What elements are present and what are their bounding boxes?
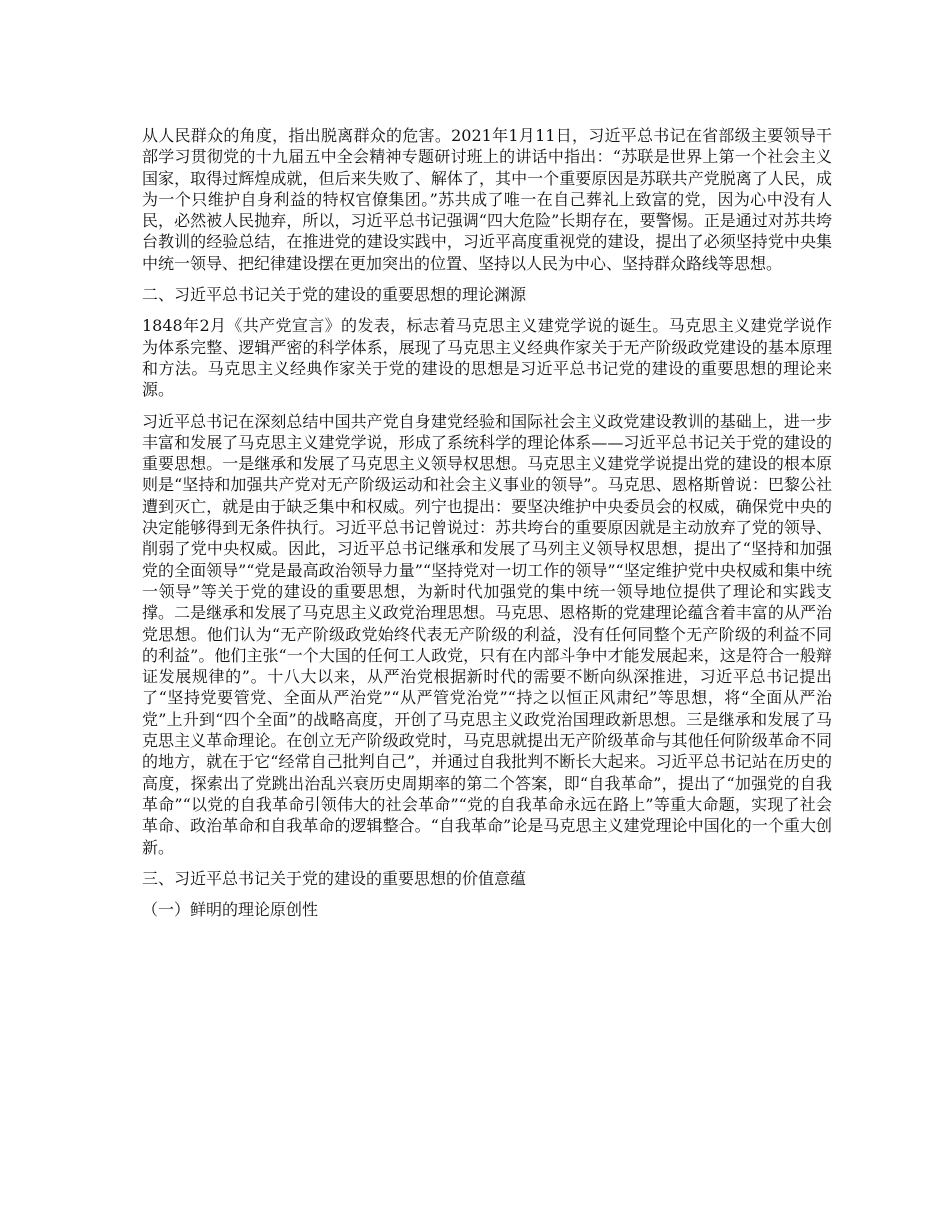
section-heading-theoretical-origins: 二、习近平总书记关于党的建设的重要思想的理论渊源 bbox=[142, 285, 527, 305]
subsection-heading-theoretical-originality: （一）鲜明的理论原创性 bbox=[142, 900, 319, 920]
section-heading-value-significance: 三、习近平总书记关于党的建设的重要思想的价值意蕴 bbox=[142, 868, 527, 888]
document-page bbox=[142, 125, 832, 920]
paragraph-party-building-theory: 习近平总书记在深刻总结中国共产党自身建党经验和国际社会主义政党建设教训的基础上，进一步丰富和发展了马克思主义建党学说，形成了系统科学的理论体系——习近平总书记关于党的建设的重要思想。一是继承和发展了马克思主义领导权思想。马克思主义建党学说提出党的建设的根本原则是“坚持和加强共产党对无产阶级运动和社会主义事业的领导”。马克思、恩格斯曾说：巴黎公社遭到灭亡，就是由于缺乏集中和权威。列宁也提出：要坚决维护中央委员会的权威，确保党中央的决定能够得到无条件执行。习近平总书记曾说过：苏共垮台的重要原因就是主动放弃了党的领导、削弱了党中央权威。因此，习近平总书记继承和发展了马列主义领导权思想，提出了“坚持和加强党的全面领导”“党是最高政治领导力量”“坚持党对一切工作的领导”“坚定维护党中央权威和集中统一领导”等关于党的建设的重要思想，为新时代加强党的集中统一领导地位提供了理论和实践支撑。二是继承和发展了马克思主义政党治理思想。马克思、恩格斯的党建理论蕴含着丰富的从严治党思想。他们认为“无产阶级政党始终代表无产阶级的利益，没有任何同整个无产阶级的利益不同的利益”。他们主张“一个大国的任何工人政党，只有在内部斗争中才能发展起来，这是符合一般辩证发展规律的”。十八大以来，从严治党根据新时代的需要不断向纵深推进，习近平总书记提出了“坚持党要管党、全面从严治党”“从严管党治党”“持之以恒正风肃纪”等思想，将“全面从严治党”上升到“四个全面”的战略高度，开创了马克思主义政党治国理政新思想。三是继承和发展了马克思主义革命理论。在创立无产阶级政党时，马克思就提出无产阶级革命与其他任何阶级革命不同的地方，就在于它“经常自己批判自己”，并通过自我批判不断长大起来。习近平总书记站在历史的高度，探索出了党跳出治乱兴衰历史周期率的第二个答案，即“自我革命”，提出了“加强党的自我革命”“以党的自我革命引领伟大的社会革命”“党的自我革命永远在路上”等重大命题，实现了社会革命、政治革命和自我革命的逻辑整合。“自我革命”论是马克思主义建党理论中国化的一个重大创新。 bbox=[142, 411, 832, 857]
paragraph-communist-manifesto: 1848年2月《共产党宣言》的发表，标志着马克思主义建党学说的诞生。马克思主义建党学说作为体系完整、逻辑严密的科学体系，展现了马克思主义经典作家关于无产阶级政党建设的基本原理和方法。马克思主义经典作家关于党的建设的思想是习近平总书记党的建设的重要思想的理论来源。 bbox=[142, 316, 832, 400]
paragraph-soviet-lesson: 从人民群众的角度，指出脱离群众的危害。2021年1月11日，习近平总书记在省部级主要领导干部学习贯彻党的十九届五中全会精神专题研讨班上的讲话中指出：“苏联是世界上第一个社会主义国家，取得过辉煌成就，但后来失败了、解体了，其中一个重要原因是苏联共产党脱离了人民，成为一个只维护自身利益的特权官僚集团。”苏共成了唯一在自己葬礼上致富的党，因为心中没有人民，必然被人民抛弃，所以，习近平总书记强调“四大危险”长期存在，要警惕。正是通过对苏共垮台教训的经验总结，在推进党的建设实践中，习近平高度重视党的建设，提出了必须坚持党中央集中统一领导、把纪律建设摆在更加突出的位置、坚持以人民为中心、坚持群众路线等思想。 bbox=[142, 126, 832, 273]
